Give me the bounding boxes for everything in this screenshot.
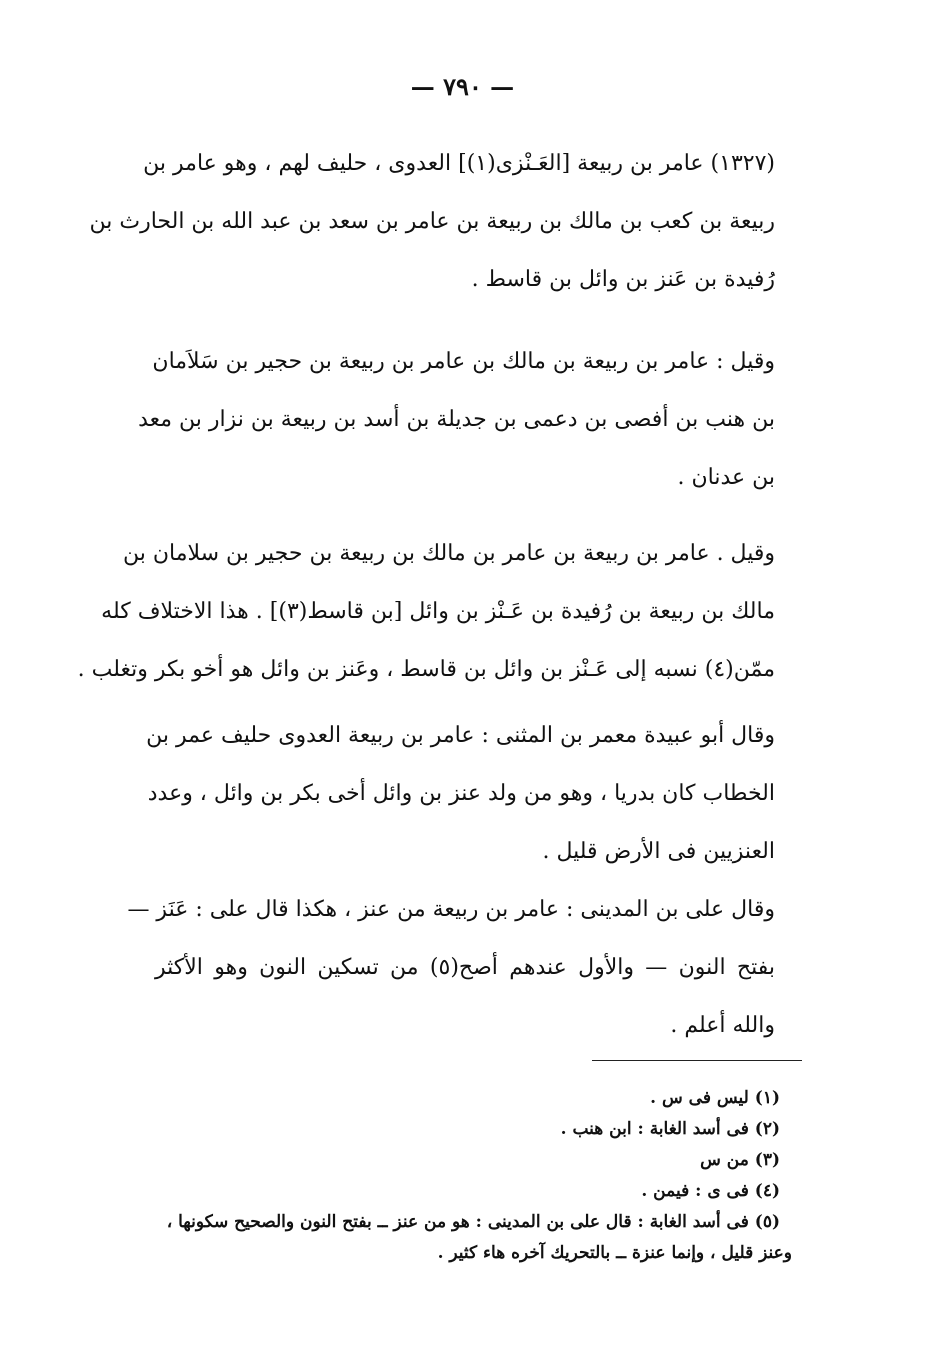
text-line: بن عدنان . bbox=[677, 465, 775, 490]
text-line: وقال أبو عبيدة معمر بن المثنى : عامر بن ربيعة العدوى حليف عمر بن bbox=[146, 723, 775, 748]
text-line: (١٣٢٧) عامر بن ربيعة [العَـنْزى(١)] العدوى ، حليف لهم ، وهو عامر بن bbox=[143, 151, 775, 176]
text-line: وقيل : عامر بن ربيعة بن مالك بن عامر بن ربيعة بن حجير بن سَلاَمان bbox=[152, 349, 775, 374]
text-line: بفتح النون — والأول عندهم أصح(٥) من تسكين النون وهو الأكثر bbox=[155, 955, 776, 980]
text-line: وقال على بن المدينى : عامر بن ربيعة من عنز ، هكذا قال على : عَنَز — bbox=[127, 897, 775, 922]
footnotes bbox=[150, 1083, 792, 1269]
text-line: العنزيين فى الأرض قليل . bbox=[542, 839, 775, 864]
text-line: رُفيدة بن عَنز بن وائل بن قاسط . bbox=[471, 267, 775, 292]
footnote-1: (١) ليس فى س . bbox=[650, 1088, 780, 1108]
footnote-4: (٤) فى ى : فيمن . bbox=[641, 1181, 780, 1201]
text-line: وقيل . عامر بن ربيعة بن عامر بن مالك بن ربيعة بن حجير بن سلامان بن bbox=[122, 541, 775, 566]
paragraph-qil-1 bbox=[138, 333, 775, 507]
paragraph-qil-2 bbox=[77, 525, 775, 699]
page-number: — ٧٩٠ — bbox=[410, 72, 515, 101]
footnote-2: (٢) فى أسد الغابة : ابن هنب . bbox=[560, 1119, 780, 1139]
footnote-5-continuation: وعنز قليل ، وإنما عنزة ــ بالتحريك آخره هاء كثير . bbox=[437, 1243, 792, 1263]
paragraph-ali-ibn-al-madini bbox=[127, 881, 776, 1055]
footnote-3: (٣) من س bbox=[700, 1150, 780, 1170]
text-line: مالك بن ربيعة بن رُفيدة بن عَـنْز بن وائل [بن قاسط(٣)] . هذا الاختلاف كله bbox=[101, 599, 775, 624]
body-text bbox=[77, 135, 776, 1055]
text-line: بن هنب بن أفصى بن دعمى بن جديلة بن أسد بن ربيعة بن نزار بن معد bbox=[138, 407, 775, 432]
footnote-separator bbox=[592, 1060, 802, 1061]
text-line: ممّن(٤) نسبه إلى عَـنْز بن وائل بن قاسط ، وعَنز بن وائل هو أخو بكر وتغلب . bbox=[77, 657, 775, 682]
paragraph-entry-1327 bbox=[89, 135, 775, 309]
text-line: الخطاب كان بدريا ، وهو من ولد عنز بن وائل أخى بكر بن وائل ، وعدد bbox=[147, 781, 775, 806]
paragraph-abu-ubayda bbox=[146, 707, 775, 881]
footnote-5: (٥) فى أسد الغابة : قال على بن المدينى : هو من عنز ــ بفتح النون والصحيح سكونها ، bbox=[166, 1212, 780, 1232]
text-line: والله أعلم . bbox=[670, 1013, 775, 1038]
text-line: ربيعة بن كعب بن مالك بن ربيعة بن عامر بن سعد بن عبد الله بن الحارث بن bbox=[89, 209, 775, 234]
